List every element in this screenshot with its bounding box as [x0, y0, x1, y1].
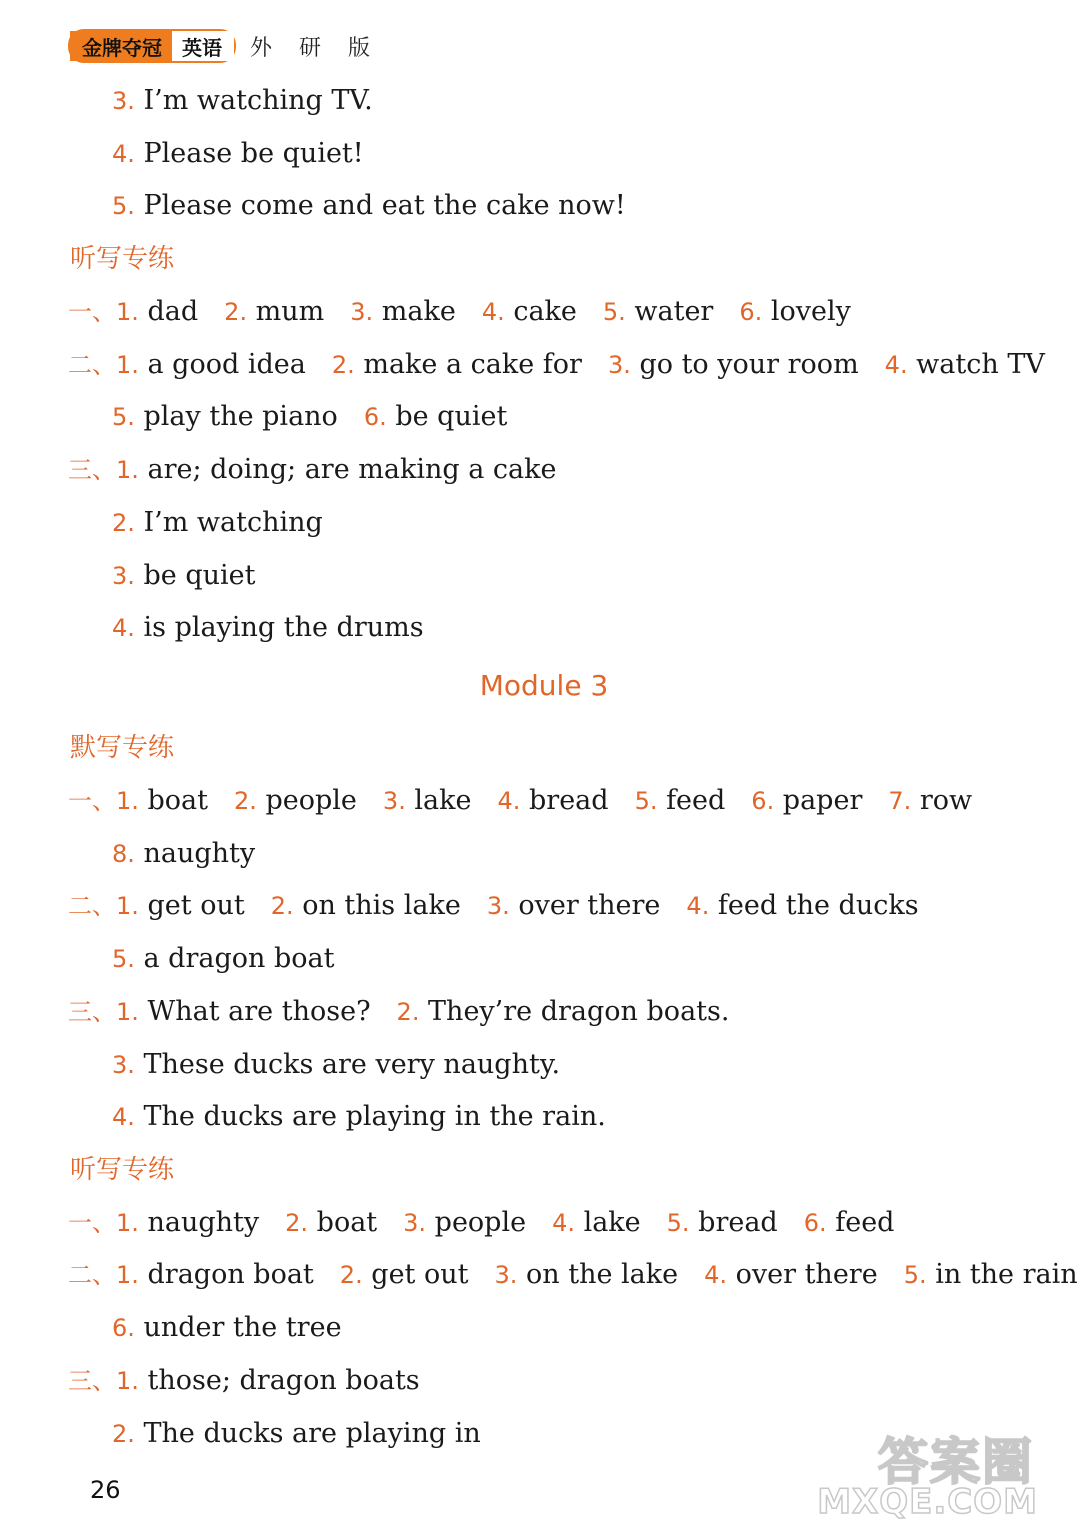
answer-line: [68, 295, 851, 329]
item-text: in the rain: [935, 1259, 1078, 1290]
answer-item: [112, 506, 323, 540]
answer-line: [112, 837, 255, 871]
watermark-logo: [817, 1418, 1044, 1528]
item-number: 2.: [396, 998, 420, 1026]
item-text: play the piano: [143, 401, 338, 432]
answer-item: [888, 784, 972, 818]
section-prefix: 一、: [68, 1209, 116, 1237]
item-text: on the lake: [526, 1259, 679, 1290]
answer-item: [112, 1417, 481, 1451]
answer-line: [112, 189, 626, 223]
section-prefix: 三、: [68, 998, 116, 1026]
item-text: feed: [666, 785, 726, 816]
watermark-bottom: MXQE.COM: [817, 1482, 1038, 1522]
item-text: go to your room: [639, 349, 859, 380]
item-number: 6.: [112, 1314, 135, 1342]
item-number: 3.: [350, 298, 374, 326]
answer-item: [751, 784, 862, 818]
answer-item: [667, 1206, 778, 1240]
answer-item: [397, 995, 730, 1029]
answer-item: [116, 1206, 259, 1240]
answer-item: [271, 889, 461, 923]
item-number: 6.: [803, 1209, 827, 1237]
item-text: The ducks are playing in the rain.: [143, 1101, 606, 1132]
item-number: 4.: [112, 614, 135, 642]
answer-item: [739, 295, 851, 329]
answer-line: [68, 1206, 894, 1240]
item-number: 6.: [739, 298, 763, 326]
answer-line: [68, 1364, 420, 1398]
item-text: What are those?: [147, 996, 371, 1027]
answer-item: [116, 295, 198, 329]
item-number: 4.: [686, 892, 710, 920]
watermark-top: 答案圈: [878, 1433, 1034, 1491]
answer-line: [112, 137, 364, 171]
answer-line: [112, 400, 507, 434]
item-text: I’m watching TV.: [143, 85, 373, 116]
item-text: are; doing; are making a cake: [147, 454, 557, 485]
item-number: 2.: [270, 892, 294, 920]
item-number: 2.: [285, 1209, 309, 1237]
answer-item: [116, 453, 556, 487]
answer-line: [68, 995, 729, 1029]
section-prefix: 二、: [68, 351, 116, 379]
subject-label: 英语: [172, 31, 234, 61]
item-number: 5.: [602, 298, 626, 326]
item-text: be quiet: [143, 560, 256, 591]
answer-item: [403, 1206, 526, 1240]
answer-item: [704, 1258, 878, 1292]
answer-item: [116, 1364, 420, 1398]
item-text: dad: [147, 296, 199, 327]
book-badge: [68, 29, 236, 63]
item-text: paper: [782, 785, 863, 816]
section-prefix: 一、: [68, 787, 116, 815]
item-number: 3.: [112, 1051, 135, 1079]
answer-item: [904, 1258, 1078, 1292]
item-text: a dragon boat: [143, 943, 335, 974]
page-number: 26: [90, 1476, 121, 1504]
item-number: 3.: [607, 351, 631, 379]
item-number: 3.: [112, 87, 135, 115]
item-text: get out: [371, 1259, 469, 1290]
item-text: feed: [835, 1207, 895, 1238]
item-number: 1.: [116, 998, 139, 1026]
item-number: 6.: [363, 403, 387, 431]
answer-item: [116, 995, 371, 1029]
item-number: 4.: [112, 1103, 135, 1131]
item-number: 4.: [112, 140, 135, 168]
answer-line: [68, 348, 1045, 382]
item-text: naughty: [143, 838, 256, 869]
answer-item: [116, 889, 245, 923]
module-title: Module 3: [479, 669, 609, 702]
section-prefix: 二、: [68, 1261, 116, 1289]
item-number: 3.: [112, 562, 135, 590]
item-number: 1.: [116, 892, 139, 920]
item-text: water: [634, 296, 714, 327]
answer-line: [68, 453, 556, 487]
section-heading: 听写专练: [70, 1155, 175, 1185]
item-number: 5.: [112, 945, 135, 973]
answer-item: [495, 1258, 679, 1292]
answer-item: [112, 611, 424, 645]
answer-item: [498, 784, 609, 818]
answer-item: [804, 1206, 895, 1240]
brand-label: 金牌夺冠: [70, 31, 172, 61]
item-number: 5.: [112, 192, 135, 220]
item-number: 1.: [116, 351, 139, 379]
answer-item: [224, 295, 324, 329]
answer-item: [234, 784, 357, 818]
item-text: get out: [147, 890, 245, 921]
answer-item: [603, 295, 713, 329]
item-number: 2.: [112, 509, 135, 537]
item-text: on this lake: [302, 890, 461, 921]
item-text: bread: [698, 1207, 778, 1238]
item-text: people: [265, 785, 357, 816]
item-text: be quiet: [395, 401, 508, 432]
item-text: feed the ducks: [717, 890, 919, 921]
answer-item: [552, 1206, 641, 1240]
answer-item: [482, 295, 577, 329]
answer-item: [112, 1100, 606, 1134]
answer-line: [112, 1417, 481, 1451]
answer-line: [68, 889, 919, 923]
item-text: They’re dragon boats.: [428, 996, 730, 1027]
answer-item: [112, 189, 626, 223]
item-text: make: [381, 296, 456, 327]
section-prefix: 三、: [68, 1367, 116, 1395]
item-text: lake: [583, 1207, 641, 1238]
answer-item: [116, 348, 306, 382]
item-number: 4.: [704, 1261, 728, 1289]
item-number: 2.: [331, 351, 355, 379]
answer-line: [112, 559, 255, 593]
item-number: 1.: [116, 298, 139, 326]
item-number: 4.: [884, 351, 908, 379]
answer-line: [112, 506, 323, 540]
item-number: 8.: [112, 840, 135, 868]
item-text: those; dragon boats: [147, 1365, 420, 1396]
answer-item: [112, 837, 255, 871]
answer-item: [340, 1258, 469, 1292]
item-number: 3.: [494, 1261, 518, 1289]
answer-line: [112, 942, 334, 976]
item-number: 5.: [634, 787, 658, 815]
answer-item: [350, 295, 456, 329]
answer-item: [112, 1311, 342, 1345]
answer-line: [68, 1258, 1078, 1292]
item-text: row: [919, 785, 973, 816]
section-prefix: 一、: [68, 298, 116, 326]
item-number: 1.: [116, 1261, 139, 1289]
item-number: 1.: [116, 1367, 139, 1395]
item-text: make a cake for: [363, 349, 582, 380]
answer-item: [364, 400, 507, 434]
answer-item: [487, 889, 661, 923]
item-number: 1.: [116, 456, 139, 484]
item-number: 5.: [112, 403, 135, 431]
answer-item: [112, 84, 373, 118]
item-text: Please be quiet!: [143, 138, 364, 169]
answer-item: [885, 348, 1045, 382]
item-text: cake: [513, 296, 577, 327]
item-text: I’m watching: [143, 507, 323, 538]
item-text: naughty: [147, 1207, 260, 1238]
item-text: Please come and eat the cake now!: [143, 190, 626, 221]
item-number: 3.: [486, 892, 510, 920]
section-heading: 听写专练: [70, 244, 175, 274]
answer-item: [383, 784, 472, 818]
item-number: 2.: [234, 787, 257, 815]
item-text: boat: [316, 1207, 378, 1238]
item-text: These ducks are very naughty.: [143, 1049, 561, 1080]
section-prefix: 二、: [68, 892, 116, 920]
item-number: 5.: [903, 1261, 927, 1289]
answer-item: [285, 1206, 377, 1240]
item-text: under the tree: [143, 1312, 342, 1343]
answer-item: [112, 1048, 560, 1082]
page-header: [68, 30, 380, 62]
answer-item: [112, 942, 334, 976]
item-text: is playing the drums: [143, 612, 424, 643]
answer-item: [112, 137, 364, 171]
item-text: dragon boat: [147, 1259, 314, 1290]
section-heading: 默写专练: [70, 733, 175, 763]
item-number: 3.: [403, 1209, 427, 1237]
item-number: 5.: [666, 1209, 690, 1237]
item-text: The ducks are playing in: [143, 1418, 481, 1449]
item-number: 2.: [224, 298, 248, 326]
item-number: 2.: [112, 1420, 135, 1448]
item-text: lake: [414, 785, 472, 816]
answer-item: [686, 889, 918, 923]
item-text: boat: [147, 785, 208, 816]
item-text: a good idea: [147, 349, 306, 380]
item-number: 4.: [497, 787, 521, 815]
answer-item: [635, 784, 726, 818]
answer-line: [112, 611, 424, 645]
item-text: watch TV: [916, 349, 1045, 380]
section-prefix: 三、: [68, 456, 116, 484]
item-number: 1.: [116, 787, 139, 815]
item-number: 7.: [888, 787, 912, 815]
answer-line: [112, 84, 373, 118]
answer-item: [112, 400, 338, 434]
answer-item: [608, 348, 859, 382]
item-text: people: [434, 1207, 527, 1238]
answer-item: [116, 1258, 314, 1292]
item-number: 2.: [339, 1261, 363, 1289]
item-text: over there: [518, 890, 661, 921]
item-number: 3.: [382, 787, 406, 815]
answer-line: [68, 784, 972, 818]
item-number: 4.: [552, 1209, 575, 1237]
item-text: bread: [529, 785, 609, 816]
item-number: 6.: [751, 787, 775, 815]
answer-line: [112, 1048, 560, 1082]
answer-line: [112, 1100, 606, 1134]
item-number: 4.: [481, 298, 505, 326]
answer-item: [332, 348, 582, 382]
edition-label: 外 研 版: [250, 35, 380, 61]
answer-line: [112, 1311, 342, 1345]
answer-item: [116, 784, 208, 818]
item-number: 1.: [116, 1209, 139, 1237]
item-text: mum: [255, 296, 325, 327]
item-text: over there: [735, 1259, 878, 1290]
item-text: lovely: [770, 296, 851, 327]
answer-item: [112, 559, 255, 593]
